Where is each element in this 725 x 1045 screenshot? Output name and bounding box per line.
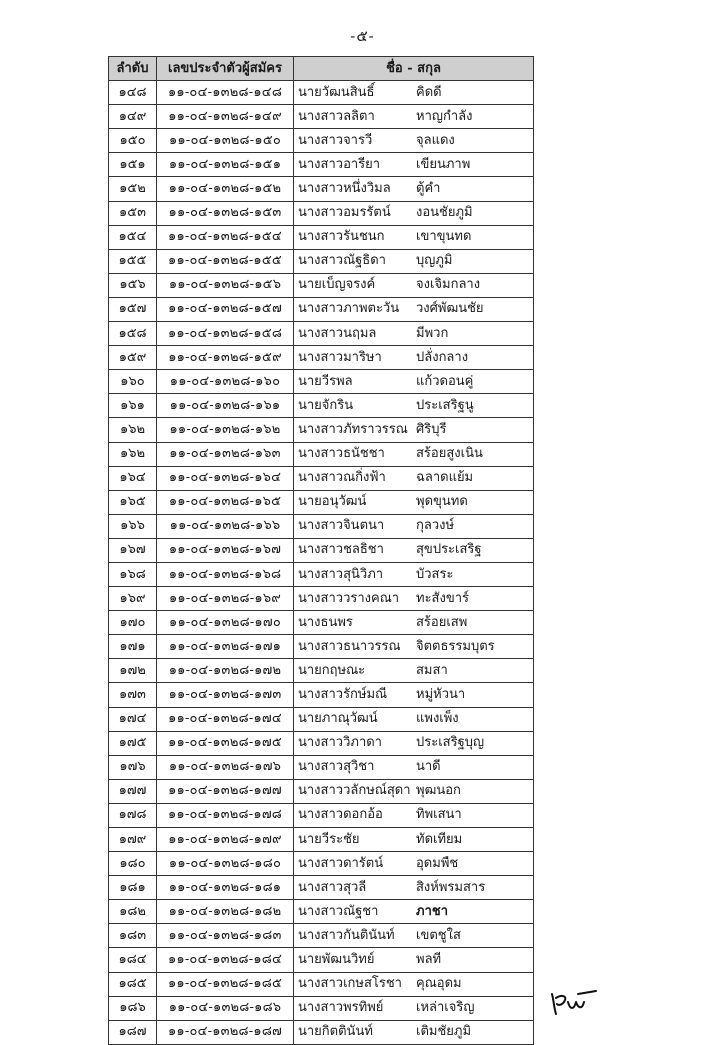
row-first-name: นางสาวมาริษา	[298, 349, 382, 365]
row-full-name	[294, 972, 534, 996]
signature-mark	[548, 988, 598, 1016]
row-applicant-id: ๑๑-๐๔-๑๓๒๘-๑๖๖	[157, 514, 294, 538]
row-seq: ๑๘๕	[109, 972, 157, 996]
row-applicant-id: ๑๑-๐๔-๑๓๒๘-๑๗๕	[157, 731, 294, 755]
row-applicant-id: ๑๑-๐๔-๑๓๒๘-๑๕๒	[157, 177, 294, 201]
row-seq: ๑๘๖	[109, 996, 157, 1020]
row-last-name: แพงเพ็ง	[416, 711, 459, 727]
row-seq: ๑๘๗	[109, 1020, 157, 1044]
row-full-name	[294, 755, 534, 779]
row-seq: ๑๗๙	[109, 828, 157, 852]
row-seq: ๑๕๔	[109, 225, 157, 249]
table-row	[109, 803, 534, 827]
row-first-name: นางสาวภัทราวรรณ	[298, 421, 408, 437]
table-row	[109, 996, 534, 1020]
row-seq: ๑๘๓	[109, 924, 157, 948]
row-seq: ๑๖๔	[109, 466, 157, 490]
row-last-name: นาดี	[416, 759, 441, 775]
table-row	[109, 466, 534, 490]
row-applicant-id: ๑๑-๐๔-๑๓๒๘-๑๘๕	[157, 972, 294, 996]
row-applicant-id: ๑๑-๐๔-๑๓๒๘-๑๖๕	[157, 490, 294, 514]
row-seq: ๑๘๔	[109, 948, 157, 972]
row-first-name: นายจักริน	[298, 397, 354, 413]
row-seq: ๑๗๘	[109, 803, 157, 827]
table-row	[109, 972, 534, 996]
row-seq: ๑๗๐	[109, 611, 157, 635]
row-first-name: นางสาวดอกอ้อ	[298, 807, 383, 823]
table-row	[109, 322, 534, 346]
table-row	[109, 852, 534, 876]
row-first-name: นางสาวอมรรัตน์	[298, 205, 391, 221]
row-last-name: สุขประเสริฐ	[416, 542, 482, 558]
row-first-name: นางสาววิภาดา	[298, 735, 382, 751]
table-row	[109, 828, 534, 852]
table-row	[109, 442, 534, 466]
row-seq: ๑๗๗	[109, 779, 157, 803]
row-first-name: นางสาวลลิตา	[298, 108, 375, 124]
header-applicant-id: เลขประจำตัวผู้สมัคร	[157, 57, 294, 81]
row-last-name: ฉลาดแย้ม	[416, 470, 474, 486]
table-row	[109, 611, 534, 635]
row-seq: ๑๖๖	[109, 514, 157, 538]
row-seq: ๑๕๙	[109, 346, 157, 370]
row-seq: ๑๗๑	[109, 635, 157, 659]
row-full-name	[294, 394, 534, 418]
row-first-name: นางสาวณัฐธิดา	[298, 253, 386, 269]
row-last-name: ศิริบุรี	[416, 421, 447, 437]
row-first-name: นายภาณุวัฒน์	[298, 711, 378, 727]
table-row	[109, 394, 534, 418]
row-seq: ๑๗๒	[109, 659, 157, 683]
row-applicant-id: ๑๑-๐๔-๑๓๒๘-๑๘๑	[157, 876, 294, 900]
table-row	[109, 948, 534, 972]
row-applicant-id: ๑๑-๐๔-๑๓๒๘-๑๔๘	[157, 81, 294, 105]
table-row	[109, 779, 534, 803]
row-last-name: ทิพเสนา	[416, 807, 462, 823]
row-full-name	[294, 659, 534, 683]
row-last-name: จุลแดง	[416, 132, 455, 148]
table-row	[109, 924, 534, 948]
row-first-name: นางสาวสุนิวิภา	[298, 566, 384, 582]
row-last-name: ประเสริฐบุญ	[416, 735, 485, 751]
table-row	[109, 201, 534, 225]
row-full-name	[294, 779, 534, 803]
table-row	[109, 731, 534, 755]
row-seq: ๑๖๐	[109, 370, 157, 394]
table-row	[109, 587, 534, 611]
page-number: -๕-	[350, 27, 375, 45]
row-first-name: นางสาวจินตนา	[298, 518, 385, 534]
row-full-name	[294, 900, 534, 924]
table-row	[109, 514, 534, 538]
row-applicant-id: ๑๑-๐๔-๑๓๒๘-๑๕๑	[157, 153, 294, 177]
row-full-name	[294, 129, 534, 153]
row-last-name: สร้อยสูงเนิน	[416, 446, 483, 462]
row-seq: ๑๘๒	[109, 900, 157, 924]
row-first-name: นางสาววรางคณา	[298, 590, 400, 606]
row-last-name: เติมชัยภูมิ	[416, 1024, 472, 1040]
row-full-name	[294, 828, 534, 852]
row-applicant-id: ๑๑-๐๔-๑๓๒๘-๑๖๒	[157, 418, 294, 442]
row-last-name: เขาขุนทด	[416, 229, 472, 245]
table-row	[109, 297, 534, 321]
row-last-name: งอนชัยภูมิ	[416, 205, 473, 221]
row-last-name: หาญกำลัง	[416, 108, 473, 124]
row-seq: ๑๕๕	[109, 249, 157, 273]
row-applicant-id: ๑๑-๐๔-๑๓๒๘-๑๗๒	[157, 659, 294, 683]
row-seq: ๑๖๒	[109, 418, 157, 442]
row-full-name	[294, 562, 534, 586]
row-seq: ๑๕๓	[109, 201, 157, 225]
row-applicant-id: ๑๑-๐๔-๑๓๒๘-๑๘๔	[157, 948, 294, 972]
row-first-name: นางสาวธนาวรรณ	[298, 638, 401, 654]
row-applicant-id: ๑๑-๐๔-๑๓๒๘-๑๗๔	[157, 707, 294, 731]
row-full-name	[294, 105, 534, 129]
row-last-name: อุดมพืช	[416, 855, 459, 871]
header-seq: ลำดับ	[109, 57, 157, 81]
row-first-name: นางสาวชลธิชา	[298, 542, 384, 558]
row-seq: ๑๗๓	[109, 683, 157, 707]
row-last-name: ทัดเทียม	[416, 831, 463, 847]
row-first-name: นางสาวเกษสโรชา	[298, 976, 402, 992]
row-full-name	[294, 852, 534, 876]
row-last-name: ภาชา	[416, 903, 448, 919]
row-first-name: นางสาวอารียา	[298, 156, 381, 172]
row-applicant-id: ๑๑-๐๔-๑๓๒๘-๑๖๗	[157, 538, 294, 562]
row-applicant-id: ๑๑-๐๔-๑๓๒๘-๑๖๙	[157, 587, 294, 611]
row-first-name: นายเบ็ญจรงค์	[298, 277, 376, 293]
row-applicant-id: ๑๑-๐๔-๑๓๒๘-๑๘๖	[157, 996, 294, 1020]
row-applicant-id: ๑๑-๐๔-๑๓๒๘-๑๘๗	[157, 1020, 294, 1044]
row-last-name: สร้อยเสพ	[416, 614, 468, 630]
row-first-name: นายวัฒนสินธิ์	[298, 84, 375, 100]
row-full-name	[294, 538, 534, 562]
row-applicant-id: ๑๑-๐๔-๑๓๒๘-๑๕๖	[157, 273, 294, 297]
row-applicant-id: ๑๑-๐๔-๑๓๒๘-๑๗๗	[157, 779, 294, 803]
table-row	[109, 225, 534, 249]
row-first-name: นางสาวณัฐชา	[298, 903, 379, 919]
row-applicant-id: ๑๑-๐๔-๑๓๒๘-๑๖๓	[157, 442, 294, 466]
row-seq: ๑๗๕	[109, 731, 157, 755]
row-full-name	[294, 297, 534, 321]
row-first-name: นางธนพร	[298, 614, 353, 630]
row-last-name: จงเจิมกลาง	[416, 277, 481, 293]
table-row	[109, 683, 534, 707]
table-row	[109, 273, 534, 297]
table-row	[109, 153, 534, 177]
row-applicant-id: ๑๑-๐๔-๑๓๒๘-๑๕๔	[157, 225, 294, 249]
row-last-name: พุฒนอก	[416, 783, 461, 799]
row-applicant-id: ๑๑-๐๔-๑๓๒๘-๑๕๕	[157, 249, 294, 273]
row-applicant-id: ๑๑-๐๔-๑๓๒๘-๑๕๗	[157, 297, 294, 321]
row-applicant-id: ๑๑-๐๔-๑๓๒๘-๑๕๓	[157, 201, 294, 225]
row-last-name: เหล่าเจริญ	[416, 1000, 475, 1016]
table-row	[109, 900, 534, 924]
row-full-name	[294, 177, 534, 201]
row-first-name: นางสาวธนัชชา	[298, 446, 385, 462]
table-row	[109, 346, 534, 370]
row-applicant-id: ๑๑-๐๔-๑๓๒๘-๑๗๘	[157, 803, 294, 827]
row-applicant-id: ๑๑-๐๔-๑๓๒๘-๑๖๘	[157, 562, 294, 586]
table-row	[109, 81, 534, 105]
row-full-name	[294, 611, 534, 635]
table-row	[109, 249, 534, 273]
table-row	[109, 105, 534, 129]
table-row	[109, 659, 534, 683]
row-first-name: นายกฤษณะ	[298, 662, 366, 678]
row-seq: ๑๕๒	[109, 177, 157, 201]
row-first-name: นางสาวจารวี	[298, 132, 373, 148]
row-first-name: นางสาวดารัตน์	[298, 855, 384, 871]
row-first-name: นางสาวกันตินันท์	[298, 927, 395, 943]
table-row	[109, 129, 534, 153]
row-full-name	[294, 683, 534, 707]
row-first-name: นางสาวณกิ่งฟ้า	[298, 470, 386, 486]
row-last-name: ทะสังขาร์	[416, 590, 470, 606]
row-applicant-id: ๑๑-๐๔-๑๓๒๘-๑๗๙	[157, 828, 294, 852]
table-header-row	[109, 57, 534, 81]
row-seq: ๑๕๗	[109, 297, 157, 321]
row-last-name: บุญภูมิ	[416, 253, 453, 269]
row-last-name: พุดขุนทด	[416, 494, 468, 510]
row-first-name: นางสาวหนึ่งวิมล	[298, 181, 391, 197]
row-full-name	[294, 346, 534, 370]
row-last-name: คิดดี	[416, 84, 442, 100]
row-full-name	[294, 803, 534, 827]
row-last-name: ปลั่งกลาง	[416, 349, 469, 365]
row-full-name	[294, 442, 534, 466]
row-seq: ๑๗๔	[109, 707, 157, 731]
row-first-name: นายอนุวัฒน์	[298, 494, 367, 510]
row-seq: ๑๕๘	[109, 322, 157, 346]
row-full-name	[294, 273, 534, 297]
row-applicant-id: ๑๑-๐๔-๑๓๒๘-๑๕๙	[157, 346, 294, 370]
row-last-name: คุณอุดม	[416, 976, 462, 992]
row-last-name: หมู่หัวนา	[416, 686, 466, 702]
row-full-name	[294, 153, 534, 177]
row-seq: ๑๘๑	[109, 876, 157, 900]
row-full-name	[294, 587, 534, 611]
row-first-name: นางสาวสุวลี	[298, 879, 367, 895]
table-row	[109, 635, 534, 659]
row-last-name: กุลวงษ์	[416, 518, 455, 534]
row-applicant-id: ๑๑-๐๔-๑๓๒๘-๑๗๖	[157, 755, 294, 779]
row-last-name: สิงห์พรมสาร	[416, 879, 486, 895]
row-first-name: นายวีรพล	[298, 373, 353, 389]
row-full-name	[294, 490, 534, 514]
table-row	[109, 755, 534, 779]
header-full-name: ชื่อ - สกุล	[294, 57, 534, 81]
row-applicant-id: ๑๑-๐๔-๑๓๒๘-๑๗๐	[157, 611, 294, 635]
row-applicant-id: ๑๑-๐๔-๑๓๒๘-๑๘๓	[157, 924, 294, 948]
row-applicant-id: ๑๑-๐๔-๑๓๒๘-๑๖๑	[157, 394, 294, 418]
applicant-table	[108, 56, 534, 1045]
row-last-name: เขียนภาพ	[416, 156, 471, 172]
row-full-name	[294, 924, 534, 948]
row-applicant-id: ๑๑-๐๔-๑๓๒๘-๑๗๓	[157, 683, 294, 707]
row-seq: ๑๕๐	[109, 129, 157, 153]
row-seq: ๑๖๙	[109, 587, 157, 611]
row-full-name	[294, 81, 534, 105]
row-last-name: ประเสริฐนู	[416, 397, 474, 413]
row-last-name: วงศ์พัฒนชัย	[416, 301, 484, 317]
row-first-name: นายกิตตินันท์	[298, 1024, 373, 1040]
row-first-name: นางสาวภาพตะวัน	[298, 301, 400, 317]
row-full-name	[294, 996, 534, 1020]
row-full-name	[294, 514, 534, 538]
row-seq: ๑๖๑	[109, 394, 157, 418]
table-row	[109, 490, 534, 514]
row-last-name: มีพวก	[416, 325, 449, 341]
row-last-name: พลที	[416, 952, 442, 968]
row-full-name	[294, 322, 534, 346]
row-seq: ๑๖๗	[109, 538, 157, 562]
row-seq: ๑๖๘	[109, 562, 157, 586]
row-first-name: นายวีระชัย	[298, 831, 360, 847]
row-applicant-id: ๑๑-๐๔-๑๓๒๘-๑๕๘	[157, 322, 294, 346]
row-first-name: นางสาววลักษณ์สุดา	[298, 783, 411, 799]
row-applicant-id: ๑๑-๐๔-๑๓๒๘-๑๖๔	[157, 466, 294, 490]
row-last-name: สมสา	[416, 662, 448, 678]
row-seq: ๑๔๙	[109, 105, 157, 129]
table-row	[109, 418, 534, 442]
row-last-name: บัวสระ	[416, 566, 454, 582]
row-seq: ๑๖๒	[109, 442, 157, 466]
table-row	[109, 876, 534, 900]
row-first-name: นางสาวสุวิชา	[298, 759, 375, 775]
row-first-name: นายพัฒนวิทย์	[298, 952, 375, 968]
table-row	[109, 370, 534, 394]
table-row	[109, 538, 534, 562]
row-applicant-id: ๑๑-๐๔-๑๓๒๘-๑๘๒	[157, 900, 294, 924]
row-last-name: เขตชูใส	[416, 927, 461, 943]
row-full-name	[294, 876, 534, 900]
row-first-name: นางสาวพรทิพย์	[298, 1000, 384, 1016]
row-applicant-id: ๑๑-๐๔-๑๓๒๘-๑๘๐	[157, 852, 294, 876]
row-seq: ๑๘๐	[109, 852, 157, 876]
row-applicant-id: ๑๑-๐๔-๑๓๒๘-๑๕๐	[157, 129, 294, 153]
row-seq: ๑๕๖	[109, 273, 157, 297]
table-body	[109, 81, 534, 1045]
table-row	[109, 562, 534, 586]
row-first-name: นางสาวนฤมล	[298, 325, 377, 341]
table-row	[109, 177, 534, 201]
row-last-name: ตู้คำ	[416, 181, 441, 197]
row-seq: ๑๗๖	[109, 755, 157, 779]
row-full-name	[294, 731, 534, 755]
row-applicant-id: ๑๑-๐๔-๑๓๒๘-๑๖๐	[157, 370, 294, 394]
row-full-name	[294, 249, 534, 273]
row-applicant-id: ๑๑-๐๔-๑๓๒๘-๑๔๙	[157, 105, 294, 129]
row-seq: ๑๔๘	[109, 81, 157, 105]
row-first-name: นางสาวรักษ์มณี	[298, 686, 388, 702]
row-full-name	[294, 635, 534, 659]
row-full-name	[294, 418, 534, 442]
row-first-name: นางสาวรันชนก	[298, 229, 385, 245]
row-applicant-id: ๑๑-๐๔-๑๓๒๘-๑๗๑	[157, 635, 294, 659]
row-full-name	[294, 201, 534, 225]
row-seq: ๑๖๕	[109, 490, 157, 514]
row-last-name: แก้วดอนคู่	[416, 373, 474, 389]
row-full-name	[294, 948, 534, 972]
row-seq: ๑๕๑	[109, 153, 157, 177]
row-full-name	[294, 370, 534, 394]
table-row	[109, 707, 534, 731]
row-full-name	[294, 225, 534, 249]
row-full-name	[294, 466, 534, 490]
row-full-name	[294, 707, 534, 731]
row-last-name: จิตตธรรมบุตร	[416, 638, 495, 654]
